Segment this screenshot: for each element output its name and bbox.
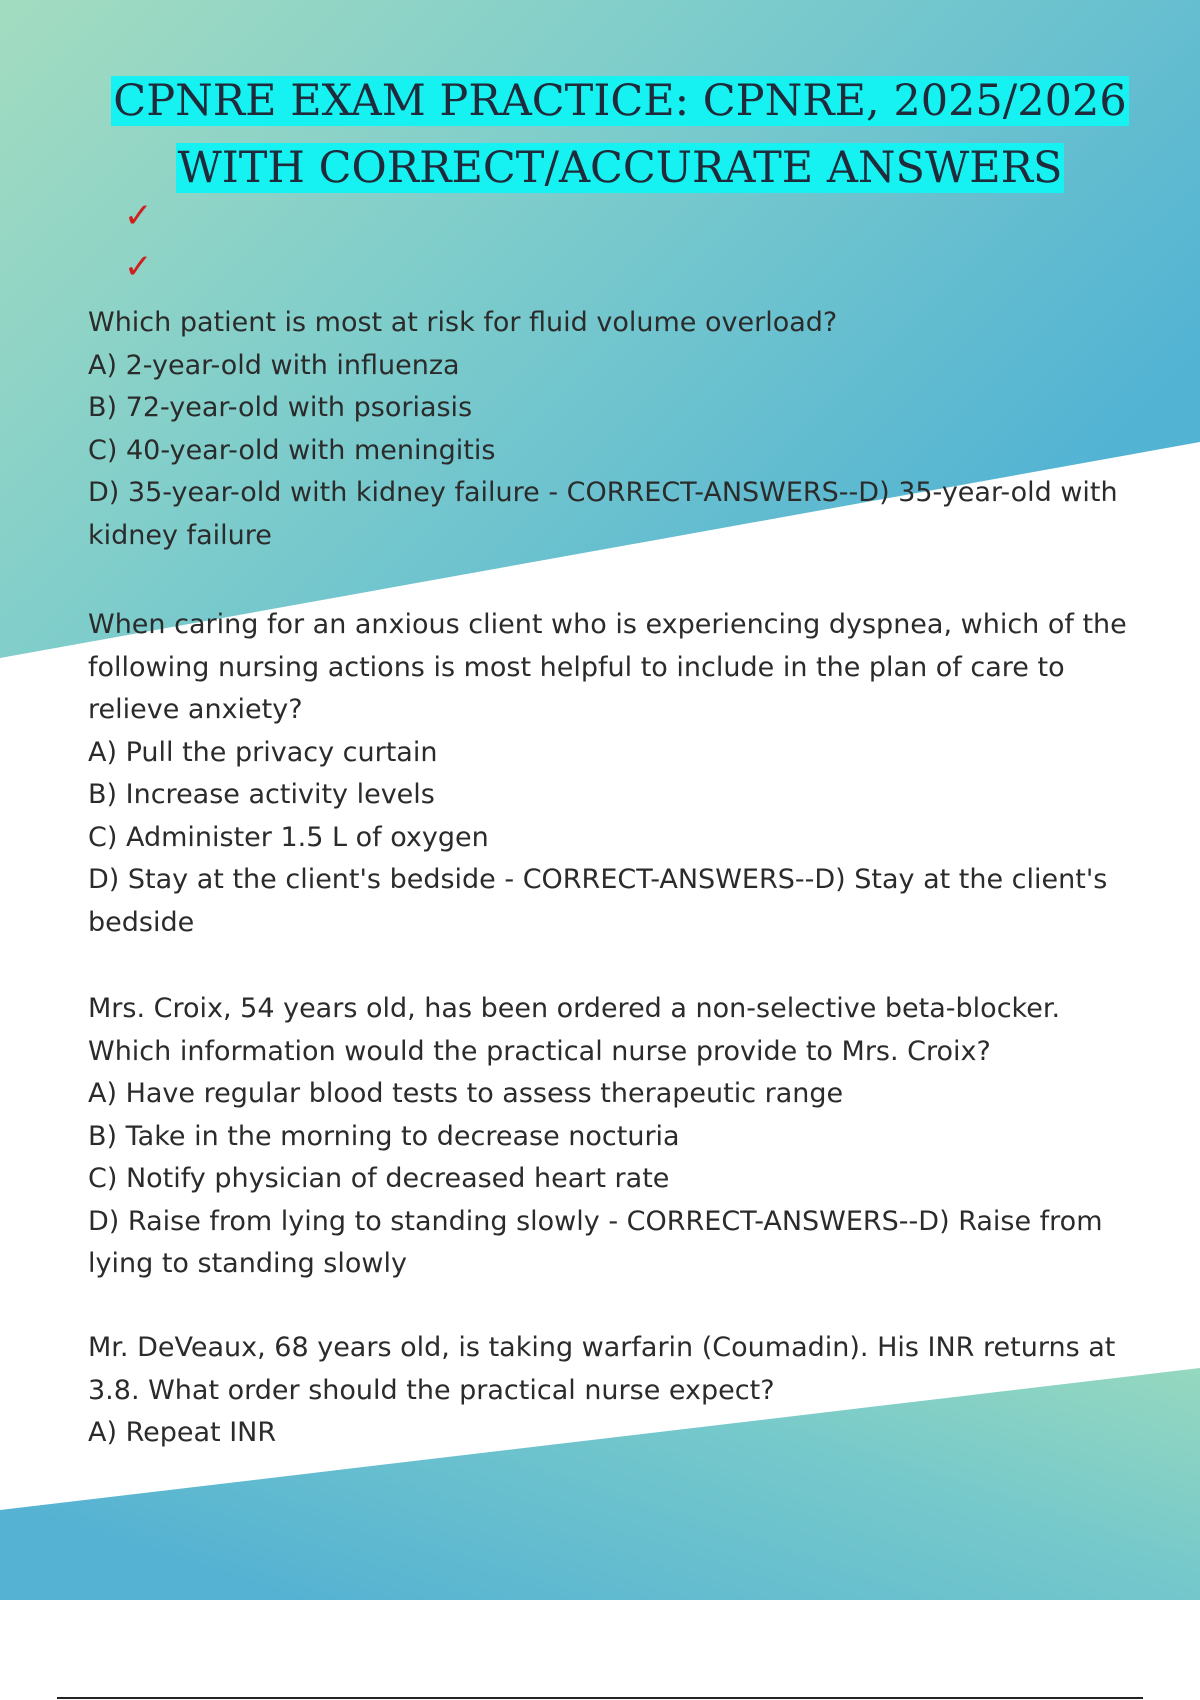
answer-option: A) Pull the privacy curtain: [88, 736, 438, 768]
answer-option: B) 72-year-old with psoriasis: [88, 392, 473, 423]
answer-option: C) 40-year-old with meningitis: [88, 434, 496, 466]
check-mark-icon: ✓: [124, 247, 153, 287]
question-block-4: [88, 1327, 1148, 1455]
answer-option-correct: D) Stay at the client's bedside - CORRECT-ANSWERS--D) Stay at the client's bedside: [88, 864, 1108, 938]
answer-option-correct: D) Raise from lying to standing slowly - CORRECT-ANSWERS--D) Raise from lying to standing slowly: [88, 1205, 1103, 1279]
title-line-2: WITH CORRECT/ACCURATE ANSWERS: [177, 143, 1063, 193]
question-text: Which patient is most at risk for fluid volume overload?: [88, 307, 838, 338]
answer-option-correct: D) 35-year-old with kidney failure - CORRECT-ANSWERS--D) 35-year-old with kidney failure: [88, 477, 1118, 551]
footer-divider: [57, 1697, 1143, 1699]
answer-option: C) Administer 1.5 L of oxygen: [88, 821, 489, 853]
question-text: When caring for an anxious client who is experiencing dyspnea, which of the following nursing actions is most helpful to include in the plan of care to relieve anxiety?: [88, 609, 1127, 725]
document-title: [0, 68, 1200, 202]
question-block-1: [88, 302, 1148, 557]
question-block-3: [88, 988, 1148, 1286]
answer-option: A) 2-year-old with influenza: [88, 349, 460, 381]
answer-option: B) Increase activity levels: [88, 779, 435, 810]
answer-option: A) Have regular blood tests to assess therapeutic range: [88, 1078, 844, 1109]
question-block-2: [88, 604, 1148, 944]
answer-option: B) Take in the morning to decrease nocturia: [88, 1120, 680, 1152]
answer-option: C) Notify physician of decreased heart rate: [88, 1163, 670, 1194]
answer-option: A) Repeat INR: [88, 1417, 277, 1448]
check-mark-icon: ✓: [124, 196, 153, 236]
question-text: Mr. DeVeaux, 68 years old, is taking warfarin (Coumadin). His INR returns at 3.8. What order should the practical nurse expect?: [88, 1332, 1116, 1406]
question-text: Mrs. Croix, 54 years old, has been ordered a non-selective beta-blocker. Which information would the practical nurse provide to Mrs. Croix?: [88, 993, 1061, 1067]
title-line-1: CPNRE EXAM PRACTICE: CPNRE, 2025/2026: [113, 76, 1127, 126]
